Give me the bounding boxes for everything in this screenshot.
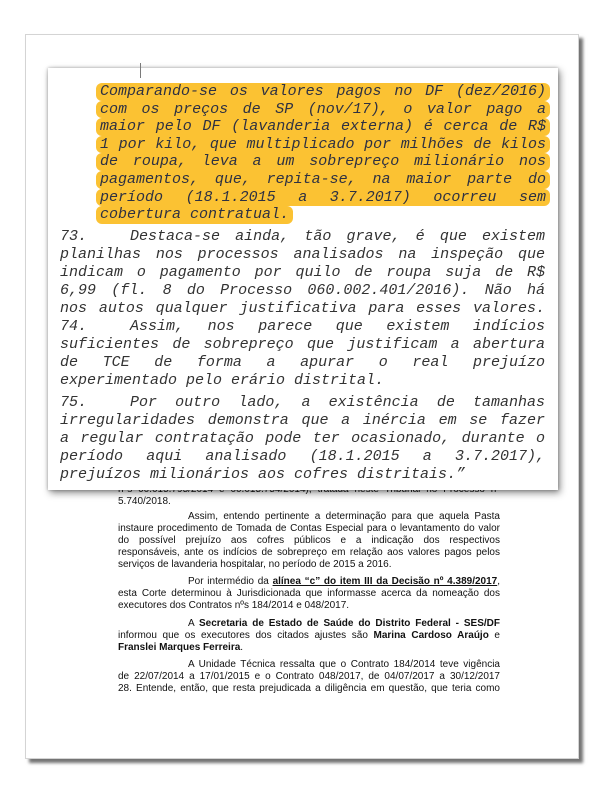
quote-line: planilhas nos processos analisados na inspeção que xyxy=(60,246,545,263)
quote-first-row xyxy=(60,318,545,336)
paragraph-tce-determination xyxy=(118,511,500,571)
highlighted-line: 1 por kilo, que multiplicado por milhões de kilos xyxy=(96,136,550,154)
quote-line: irregularidades demonstra que a inércia em se fazer xyxy=(60,412,545,429)
quote-paragraph-73 xyxy=(60,228,545,318)
quoted-paragraphs xyxy=(60,228,545,484)
quote-line: prejuízos milionários aos cofres distritais.” xyxy=(60,466,466,483)
quote-line: Por outro lado, a existência de tamanhas xyxy=(130,394,545,411)
document-text-run: informou que os executores dos citados ajustes são xyxy=(118,630,374,641)
highlighted-row xyxy=(100,206,546,224)
highlighted-row xyxy=(100,153,546,171)
document-text-run: e xyxy=(488,630,500,641)
highlighted-line: de roupa, leva a um sobrepreço milionário nos xyxy=(96,153,550,171)
highlighted-line: maior pelo DF (lavanderia externa) é cerca de R$ xyxy=(96,118,550,136)
executor-name: Marina Cardoso Araújo xyxy=(373,630,489,641)
document-body-text xyxy=(118,484,500,695)
highlighted-passage xyxy=(100,83,546,224)
quote-line: experimentado pelo erário distrital. xyxy=(60,372,385,389)
paragraph-number: 75. xyxy=(60,394,88,411)
quote-line: nos autos qualquer justificativa para esses valores. xyxy=(60,300,545,317)
highlighted-row xyxy=(100,189,546,207)
margin-tick-mark xyxy=(140,63,141,78)
paragraph-number: 74. xyxy=(60,318,88,335)
paragraph-executors xyxy=(118,618,500,654)
highlighted-line: Comparando-se os valores pagos no DF (dez/2016) xyxy=(96,83,550,101)
highlighted-row xyxy=(100,83,546,101)
quote-line: indicam o pagamento por quilo de roupa suja de R$ xyxy=(60,264,545,281)
highlighted-line: período (18.1.2015 a 3.7.2017) ocorreu sem xyxy=(96,189,550,207)
document-text-run: A xyxy=(188,618,199,629)
paragraph-contract-validity xyxy=(118,659,500,695)
document-line: Assim, entendo pertinente a determinação para que aquela Pasta xyxy=(188,511,500,522)
document-line: serviços de lavanderia hospitalar, no período de 2015 a 2016. xyxy=(118,559,392,570)
quote-line: Destaca-se ainda, tão grave, é que existem xyxy=(130,228,545,245)
highlighted-row xyxy=(100,118,546,136)
highlighted-line: pagamentos, que, repita-se, na maior parte do xyxy=(96,171,550,189)
highlighted-line: com os preços de SP (nov/17), o valor pago a xyxy=(96,101,550,119)
document-line xyxy=(118,642,500,654)
quote-line: período aqui analisado (18.1.2015 a 3.7.2017), xyxy=(60,448,545,465)
quote-line: 6,99 (fl. 8 do Processo 060.002.401/2016). Não há xyxy=(60,282,545,299)
zoomed-excerpt-panel xyxy=(48,68,558,490)
quote-paragraph-74 xyxy=(60,318,545,390)
document-line: esta Corte determinou à Jurisdicionada que informasse acerca da nomeação dos xyxy=(118,588,500,599)
document-line xyxy=(118,576,500,588)
paragraph-number: 73. xyxy=(60,228,88,245)
document-line xyxy=(118,630,500,642)
quote-first-row xyxy=(60,394,545,412)
document-line: 5.740/2018. xyxy=(118,496,171,507)
document-line: do possível prejuízo aos cofres públicos e a indicação dos respectivos xyxy=(118,535,500,546)
document-line: instaure procedimento de Tomada de Contas Especial para o levantamento do valor xyxy=(118,523,500,534)
document-text-run: Por intermédio da xyxy=(188,576,273,587)
highlighted-row xyxy=(100,101,546,119)
agency-name: Secretaria de Estado de Saúde do Distrito Federal - SES/DF xyxy=(198,618,500,629)
quote-first-row xyxy=(60,228,545,246)
document-line: 28. Entende, então, que resta prejudicada a diligência em questão, que teria como xyxy=(118,683,500,694)
document-line: responsáveis, ante os indícios de sobrepreço em relação aos valores pagos pelos xyxy=(118,547,500,558)
document-line xyxy=(118,618,500,630)
executor-name: Franslei Marques Ferreira xyxy=(118,642,241,653)
highlighted-row xyxy=(100,136,546,154)
quote-line: suficientes de sobrepreço que justificam a abertura xyxy=(60,336,545,353)
decision-reference: alínea “c” do item III da Decisão nº 4.389/2017 xyxy=(272,576,498,587)
quote-line: a regular contratação pode ter ocasionado, durante o xyxy=(60,430,545,447)
document-line: de 22/07/2014 a 17/01/2015 e o Contrato 048/2017, de 04/07/2017 a 30/12/2017 xyxy=(118,671,500,682)
quote-line: de TCE de forma a apurar o real prejuízo xyxy=(60,354,545,371)
document-text-run: . xyxy=(240,642,244,653)
highlighted-row xyxy=(100,171,546,189)
quote-line: Assim, nos parece que existem indícios xyxy=(130,318,545,335)
document-line: executores dos Contratos nºs 184/2014 e 048/2017. xyxy=(118,600,350,611)
paragraph-decision-reference xyxy=(118,576,500,612)
document-line: A Unidade Técnica ressalta que o Contrato 184/2014 teve vigência xyxy=(188,659,500,670)
quote-paragraph-75 xyxy=(60,394,545,484)
document-text-run: , xyxy=(497,576,500,587)
highlighted-line: cobertura contratual. xyxy=(96,206,293,224)
